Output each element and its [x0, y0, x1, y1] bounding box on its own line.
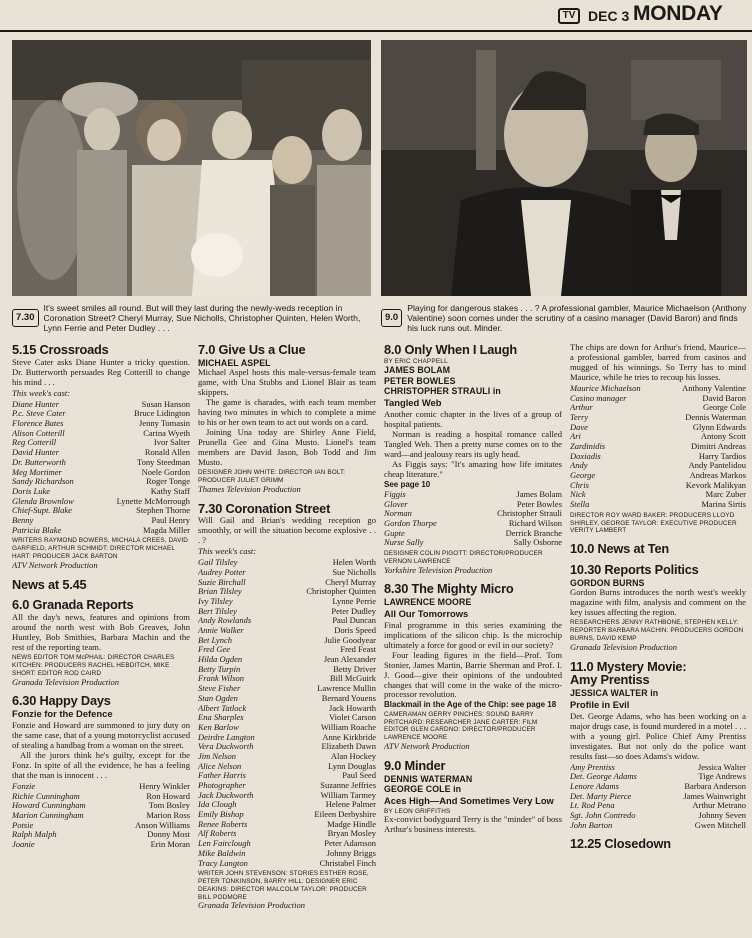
programme-entry [12, 578, 190, 592]
programme-title: 8.30 The Mighty Micro [384, 581, 514, 597]
programme-description: The game is charades, with each team member having two minutes in which to complete a mime to his or her own team to act out words on a card. [198, 397, 376, 428]
character-name: Joanie [12, 839, 35, 850]
character-name: Jim Nelson [198, 750, 237, 761]
character-name: Terry [570, 411, 589, 422]
character-name: Florence Bates [12, 418, 64, 429]
programme-author: BY LEON GRIFFITHS [384, 807, 451, 815]
actor-name: Tom Bosley [148, 800, 190, 811]
caption-time-badge: 7.30 [12, 309, 39, 326]
actor-name: Violet Carson [329, 712, 376, 723]
character-name: Renee Roberts [198, 818, 248, 829]
actor-name: Elizabeth Dawn [321, 741, 376, 752]
programme-stars: GORDON BURNS [570, 577, 645, 588]
wedding-reception-photo [12, 40, 371, 296]
character-name: Gupte [384, 527, 405, 538]
actor-name: Peter Bowles [516, 498, 562, 509]
actor-name: Andy Pantelidou [688, 460, 746, 471]
character-name: Ena Sharples [198, 712, 244, 723]
cast-list [384, 490, 562, 548]
actor-name: Sue Nicholls [332, 566, 376, 577]
character-name: Norman [384, 508, 412, 519]
caption-text: Playing for dangerous stakes . . . ? A professional gambler, Maurice Michaelson (Anthony Valentine) soon comes under the scrutiny of a casino manager (David Baron) and finds his luck runs out. Minder. [407, 302, 747, 334]
character-name: P.c. Steve Cater [12, 408, 66, 419]
character-name: Andy [570, 460, 588, 471]
character-name: Albert Tatlock [198, 702, 247, 713]
character-name: Annie Walker [198, 625, 244, 636]
cast-heading: This week's cast: [12, 387, 71, 398]
production-company: Yorkshire Television Production [384, 564, 493, 575]
actor-name: David Baron [702, 392, 746, 403]
character-name: Reg Cotterill [12, 437, 57, 448]
actor-name: Peter Adamson [324, 838, 376, 849]
see-page-note: Blackmail in the Age of the Chip: see page 18 [384, 700, 557, 710]
cast-row [570, 500, 746, 510]
character-name: Jack Duckworth [198, 789, 254, 800]
character-name: Amy Prentiss [570, 761, 615, 772]
programme-title: 8.0 Only When I Laugh [384, 343, 518, 357]
character-name: Steve Fisher [198, 683, 241, 694]
programme-title: 6.30 Happy Days [12, 693, 111, 709]
production-credits: WRITER JOHN STEVENSON: STORIES ESTHER ROSE, PETER TONKINSON, BARRY HILL: DESIGNER ERIC DEAKINS: DIRECTOR MALCOLM TAYLOR: PRODUCER BILL PODMORE [198, 870, 369, 901]
actor-name: Gwen Mitchell [694, 819, 746, 830]
actor-name: Johnny Briggs [326, 847, 376, 858]
production-company: ATV Network Production [384, 740, 470, 751]
programme-title: 7.0 Give Us a Clue [198, 343, 306, 357]
production-company: Thames Television Production [198, 483, 301, 494]
programme-description: As Figgis says: "It's amazing how life imitates cheap literature." [384, 458, 562, 479]
tv-times-logo: TV [558, 8, 580, 24]
programme-entry [570, 563, 746, 653]
programme-description: Four leading figures in the field—Prof. Tom Stonier, James Martin, Barrie Sherman and Prof. I. J. Good—give their opinions of the undoubted changes that will come in the wake of the micro-processor revolution. [384, 649, 562, 700]
character-name: Alf Roberts [198, 828, 237, 839]
actor-name: Susan Hanson [141, 398, 190, 409]
character-name: Sandy Richardson [12, 476, 74, 487]
character-name: Potsie [12, 819, 34, 830]
programme-stars: MICHAEL ASPEL [198, 357, 271, 368]
actor-name: Antony Scott [700, 431, 746, 442]
character-name: Diane Hunter [12, 398, 59, 409]
character-name: Howard Cunningham [12, 800, 86, 811]
actor-name: Dennis Waterman [685, 411, 746, 422]
character-name: Stella [570, 499, 590, 510]
actor-name: William Tarmey [320, 789, 376, 800]
cast-list [570, 763, 746, 831]
actor-name: Alan Hockey [330, 750, 376, 761]
production-credits: DESIGNER JOHN WHITE: DIRECTOR IAN BOLT: PRODUCER JULIET GRIMM [198, 469, 346, 484]
character-name: Marion Cunningham [12, 810, 84, 820]
actor-name: Marc Zuber [705, 489, 746, 500]
actor-name: Christopher Strauli [497, 508, 562, 519]
actor-name: Peter Dudley [331, 605, 376, 616]
production-company: Granada Television Production [12, 676, 120, 687]
actor-name: Donny Most [147, 829, 190, 840]
cast-list [12, 782, 190, 850]
programme-title: 10.30 Reports Politics [570, 562, 699, 578]
programme-entry [570, 660, 746, 831]
actor-name: Marion Ross [146, 810, 190, 820]
programme-stars: JESSICA WALTER in [570, 688, 659, 699]
actor-name: Ivor Salter [153, 437, 190, 448]
character-name: Chris [570, 479, 589, 490]
production-credits: DESIGNER COLIN PIGOTT: DIRECTOR/PRODUCER VERNON LAWRENCE [384, 549, 543, 565]
listing-day: MONDAY [633, 2, 723, 25]
programme-title: 12.25 Closedown [570, 836, 671, 852]
actor-name: Ron Howard [146, 790, 190, 801]
programme-entry [12, 694, 190, 849]
character-name: Doxiadis [570, 450, 601, 461]
actor-name: Marina Sirtis [701, 499, 746, 510]
actor-name: Johnny Seven [698, 809, 746, 820]
programme-title: 7.30 Coronation Street [198, 500, 331, 516]
programme-title: News at 5.45 [12, 576, 87, 592]
actor-name: Paul Seed [342, 770, 376, 781]
programme-stars: DENNIS WATERMAN GEORGE COLE in [384, 773, 473, 795]
character-name: Vera Duckworth [198, 741, 254, 752]
character-name: Photographer [198, 780, 246, 791]
episode-title: All Our Tomorrows [384, 607, 469, 619]
see-page-note: See page 10 [384, 479, 431, 489]
character-name: Mike Baldwin [198, 847, 246, 858]
actor-name: Glynn Edwards [692, 421, 746, 432]
programme-description: Final programme in this series examining the implications of the silicon chip. Is the microchip ultimately a force for good or evil in our society? [384, 619, 562, 650]
actor-name: Betty Driver [333, 663, 376, 674]
production-company: ATV Network Production [12, 559, 98, 570]
episode-title: Tangled Web [384, 396, 442, 408]
programme-title: 9.0 Minder [384, 757, 446, 773]
actor-name: Andreas Markos [689, 470, 746, 481]
actor-name: Jean Alexander [323, 654, 376, 665]
character-name: Lenore Adams [570, 780, 619, 791]
programme-entry [570, 343, 746, 535]
character-name: Frank Wilson [198, 673, 245, 684]
character-name: Alison Cotterill [12, 427, 65, 438]
programme-description: Will Gail and Brian's wedding reception go smoothly, or will the situation become explosive . . . ? [198, 515, 376, 546]
actor-name: Jenny Tomasin [139, 418, 190, 429]
actor-name: Eileen Derbyshire [314, 809, 376, 820]
character-name: Gail Tilsley [198, 557, 238, 568]
actor-name: Henry Winkler [139, 780, 190, 791]
cast-row [384, 538, 562, 548]
actor-name: George Cole [702, 402, 746, 413]
character-name: Nurse Sally [384, 537, 424, 548]
listing-column-1 [12, 343, 190, 938]
actor-name: Barbara Anderson [684, 780, 746, 791]
casino-photo-illustration [381, 40, 747, 296]
actor-name: Harry Tardios [698, 450, 746, 461]
character-name: Hilda Ogden [198, 654, 243, 665]
cast-list [12, 400, 190, 536]
programme-description: Joining Una today are Shirley Anne Field, Prunella Gee and Gina Musto. Lionel's team members are David Jason, Bob Todd and Jim Musto. [198, 427, 376, 468]
production-credits: CAMERAMAN GERRY PINCHES: SOUND BARRY PRITCHARD: RESEARCHER JANE CARTER: FILM EDITOR GLEN CARDNO: DIRECTOR/PRODUCER LAWRENCE MOORE [384, 710, 538, 742]
actor-name: Bryan Mosley [327, 828, 376, 839]
programme-author: BY ERIC CHAPPELL [384, 357, 448, 365]
actor-name: Bruce Lidington [134, 408, 190, 419]
production-credits: DIRECTOR ROY WARD BAKER: PRODUCERS LLOYD SHIRLEY, GEORGE TAYLOR: EXECUTIVE PRODUCER VERITY LAMBERT [570, 511, 737, 535]
character-name: Brian Tilsley [198, 586, 242, 597]
actor-name: Paul Henry [151, 514, 190, 525]
programme-entry [384, 759, 562, 835]
character-name: Nick [570, 489, 586, 500]
programme-stars: JAMES BOLAM PETER BOWLES CHRISTOPHER STRAULI in [384, 365, 501, 397]
actor-name: Suzanne Jeffries [320, 780, 376, 791]
character-name: David Hunter [12, 447, 59, 458]
character-name: Ivy Tilsley [198, 595, 233, 606]
actor-name: Helen Worth [332, 557, 376, 568]
wedding-photo-illustration [12, 40, 371, 296]
character-name: Zardinidis [570, 441, 606, 451]
caption-text: It's sweet smiles all round. But will they last during the newly-weds reception in Coronation Street? Cheryl Murray, Sue Nicholls, Christopher Quinten, Helen Worth, Lynn Ferrie and Peter Dudley . . . [43, 302, 361, 334]
episode-title: Profile in Evil [570, 698, 630, 710]
actor-name: Roger Tonge [146, 476, 190, 487]
cast-row [198, 859, 376, 869]
programme-description: Det. George Adams, who has been working on a major drugs case, is found murdered in a motel . . . with a young girl. Police Chief Amy Prentiss investigates. But not only do the police want results fast—so does Adams's widow. [570, 710, 746, 761]
character-name: Det. Marty Pierce [570, 790, 632, 801]
character-name: Tracy Langton [198, 857, 248, 868]
actor-name: James Bolam [516, 488, 562, 499]
programme-entry [12, 598, 190, 687]
actor-name: Richard Wilson [508, 517, 562, 528]
actor-name: Anson Williams [135, 819, 190, 830]
caption-time-badge: 9.0 [381, 309, 402, 326]
character-name: Lt. Rod Pena [570, 800, 615, 811]
episode-title: Aces High—And Sometimes Very Low [384, 794, 554, 806]
actor-name: Madge Hindle [327, 818, 376, 829]
actor-name: Christopher Quinten [306, 586, 376, 597]
character-name: Richie Cunningham [12, 790, 80, 801]
production-credits: RESEARCHERS JENNY RATHBONE, STEPHEN KELLY: REPORTER BARBARA MACHIN: PRODUCERS GORDON BURNS, DAVID KEMP [570, 619, 744, 642]
actor-name: Doris Speed [334, 625, 376, 636]
actor-name: Fred Feast [340, 644, 376, 655]
programme-description: Ex-convict bodyguard Terry is the "minder" of boss Arthur's business interests. [384, 814, 562, 835]
actor-name: Tony Steedman [137, 456, 190, 467]
character-name: Alice Nelson [198, 760, 242, 771]
character-name: Ken Barlow [198, 721, 239, 732]
actor-name: Derrick Branche [505, 527, 562, 538]
masthead [0, 0, 752, 32]
actor-name: Lynn Douglas [328, 760, 376, 771]
listing-column-3 [384, 343, 562, 938]
minder-casino-photo [381, 40, 747, 296]
character-name: Glover [384, 498, 408, 509]
programme-entry [570, 542, 746, 556]
character-name: Fonzie [12, 780, 36, 791]
programme-description: Another comic chapter in the lives of a group of hospital patients. [384, 408, 562, 429]
cast-row [570, 821, 746, 831]
actor-name: Cheryl Murray [325, 576, 376, 587]
character-name: Dave [570, 421, 588, 432]
character-name: Ralph Malph [12, 829, 57, 840]
actor-name: Arthur Metrano [692, 800, 746, 811]
actor-name: Julie Goodyear [324, 634, 376, 645]
actor-name: Sally Osborne [513, 537, 562, 548]
character-name: Dr. Butterworth [12, 456, 66, 467]
cast-row [12, 526, 190, 536]
programme-entry [198, 502, 376, 912]
programme-entry [198, 343, 376, 495]
actor-name: Lawrence Mullin [317, 683, 376, 694]
actor-name: Dimitri Andreas [690, 441, 746, 451]
character-name: Emily Bishop [198, 809, 244, 820]
character-name: Ari [570, 431, 581, 442]
character-name: Patricia Blake [12, 524, 62, 535]
programme-title: 5.15 Crossroads [12, 343, 109, 357]
actor-name: Lynette McMorrough [116, 495, 190, 506]
character-name: Gordon Thorpe [384, 517, 437, 528]
programme-title: 10.0 News at Ten [570, 541, 669, 557]
actor-name: Ronald Allen [144, 447, 190, 458]
character-name: Audrey Potter [198, 566, 246, 577]
programme-description: Norman is reading a hospital romance called Tangled Web. Then a pretty nurse comes on to the ward—and jealousy rears its ugly head. [384, 428, 562, 459]
listing-date: DEC 3 [588, 8, 630, 24]
character-name: Casino manager [570, 392, 627, 403]
character-name: Maurice Michaelson [570, 382, 641, 393]
character-name: Arthur [570, 402, 593, 413]
programme-description: All the jurors think he's guilty, except for the Fonz. In spite of all the evidence, he has a feeling that the man is innocent . . . [12, 750, 190, 780]
listing-column-2 [198, 343, 376, 938]
programme-title: 6.0 Granada Reports [12, 597, 134, 613]
programme-title: 11.0 Mystery Movie: Amy Prentiss [570, 658, 687, 688]
actor-name: Carina Wyeth [143, 427, 190, 438]
character-name: Fred Gee [198, 644, 231, 655]
character-name: Det. George Adams [570, 771, 637, 782]
actor-name: William Roache [320, 721, 376, 732]
character-name: Suzie Birchall [198, 576, 246, 587]
programme-entry [384, 582, 562, 751]
actor-name: Anne Kirkbride [322, 731, 376, 742]
production-company: Granada Television Production [198, 900, 306, 911]
actor-name: Kevork Malikyan [685, 479, 746, 490]
production-credits: NEWS EDITOR TOM McPHAIL: DIRECTOR CHARLES KITCHEN: PRODUCERS RACHEL HEBDITCH, MIKE SHORT: EDITOR ROD CAIRD [12, 654, 175, 677]
actor-name: Noele Gordon [141, 466, 190, 477]
programme-description: Fonzie and Howard are summoned to jury duty on the same case, that of a young motorcyclist accused of stealing a handbag from a woman on the street. [12, 720, 190, 751]
cast-heading: This week's cast: [198, 546, 257, 557]
episode-title: Fonzie for the Defence [12, 708, 113, 720]
character-name: Glenda Brownlow [12, 495, 74, 506]
character-name: John Barton [570, 819, 613, 830]
actor-name: Paul Duncan [332, 615, 376, 626]
character-name: Betty Turpin [198, 663, 241, 674]
cast-row [12, 840, 190, 850]
actor-name: Jessica Walter [697, 761, 746, 772]
production-company: Granada Television Production [570, 641, 678, 652]
actor-name: Magda Miller [143, 524, 190, 535]
programme-stars: LAWRENCE MOORE [384, 597, 472, 608]
programme-description: Steve Cater asks Diane Hunter a tricky question. Dr. Butterworth persuades Reg Cotterill to change his mind . . . [12, 356, 190, 387]
photo-caption-left [12, 297, 371, 339]
programme-entry [570, 837, 746, 851]
actor-name: Erin Moran [150, 839, 190, 850]
character-name: Stan Ogden [198, 692, 238, 703]
character-name: Sgt. John Contredo [570, 809, 636, 820]
programme-entry [12, 343, 190, 571]
character-name: George [570, 470, 596, 481]
listing-column-4 [570, 343, 746, 938]
programme-description: The chips are down for Arthur's friend, Maurice—a professional gambler, barred from casinos and mugged of his winnings. So Terry has to mind Maurice, while he tries to recoup his losses. [570, 343, 746, 382]
programme-entry [384, 343, 562, 575]
actor-name: Anthony Valentine [682, 382, 746, 393]
character-name: Deirdre Langton [198, 731, 255, 742]
programme-description: Michael Aspel hosts this male-versus-female team game, with Una Stubbs and Lionel Blair as team skippers. [198, 367, 376, 398]
character-name: Chief-Supt. Blake [12, 505, 72, 516]
actor-name: Bernard Youens [321, 692, 376, 703]
cast-list [570, 384, 746, 510]
programme-description: All the day's news, features and opinions from around the north west with Bob Greaves, John Huntley, Bob Smithies, Barbara Machin and the rest of the reporting team. [12, 612, 190, 653]
actor-name: James Wainwright [683, 790, 746, 801]
actor-name: Tige Andrews [698, 771, 746, 782]
photo-caption-right [381, 297, 747, 339]
character-name: Bet Lynch [198, 634, 232, 645]
programme-description: Gordon Burns introduces the north west's weekly magazine with film, analysis and comment on the key issues affecting the region. [570, 587, 746, 618]
character-name: Father Harris [198, 770, 246, 781]
character-name: Ida Clough [198, 799, 237, 810]
character-name: Benny [12, 514, 34, 525]
actor-name: Bill McGuirk [329, 673, 376, 684]
actor-name: Kathy Staff [150, 485, 190, 496]
character-name: Doris Luke [12, 485, 51, 496]
character-name: Meg Mortimer [12, 466, 62, 477]
actor-name: Lynne Perrie [332, 595, 376, 606]
character-name: Bert Tilsley [198, 605, 237, 616]
character-name: Figgis [384, 488, 406, 499]
cast-list [198, 558, 376, 868]
production-credits: WRITERS RAYMOND BOWERS, MICHALA CREES, DAVID GARFIELD, ARTHUR SCHMIDT: DIRECTOR MICHAEL HART: PRODUCER JACK BARTON [12, 537, 189, 560]
actor-name: Helene Palmer [325, 799, 376, 810]
character-name: Len Fairclough [198, 838, 251, 849]
character-name: Andy Rowlands [198, 615, 252, 626]
actor-name: Christabel Finch [319, 857, 376, 868]
actor-name: Jack Howarth [329, 702, 376, 713]
actor-name: Stephen Thorne [136, 505, 190, 516]
